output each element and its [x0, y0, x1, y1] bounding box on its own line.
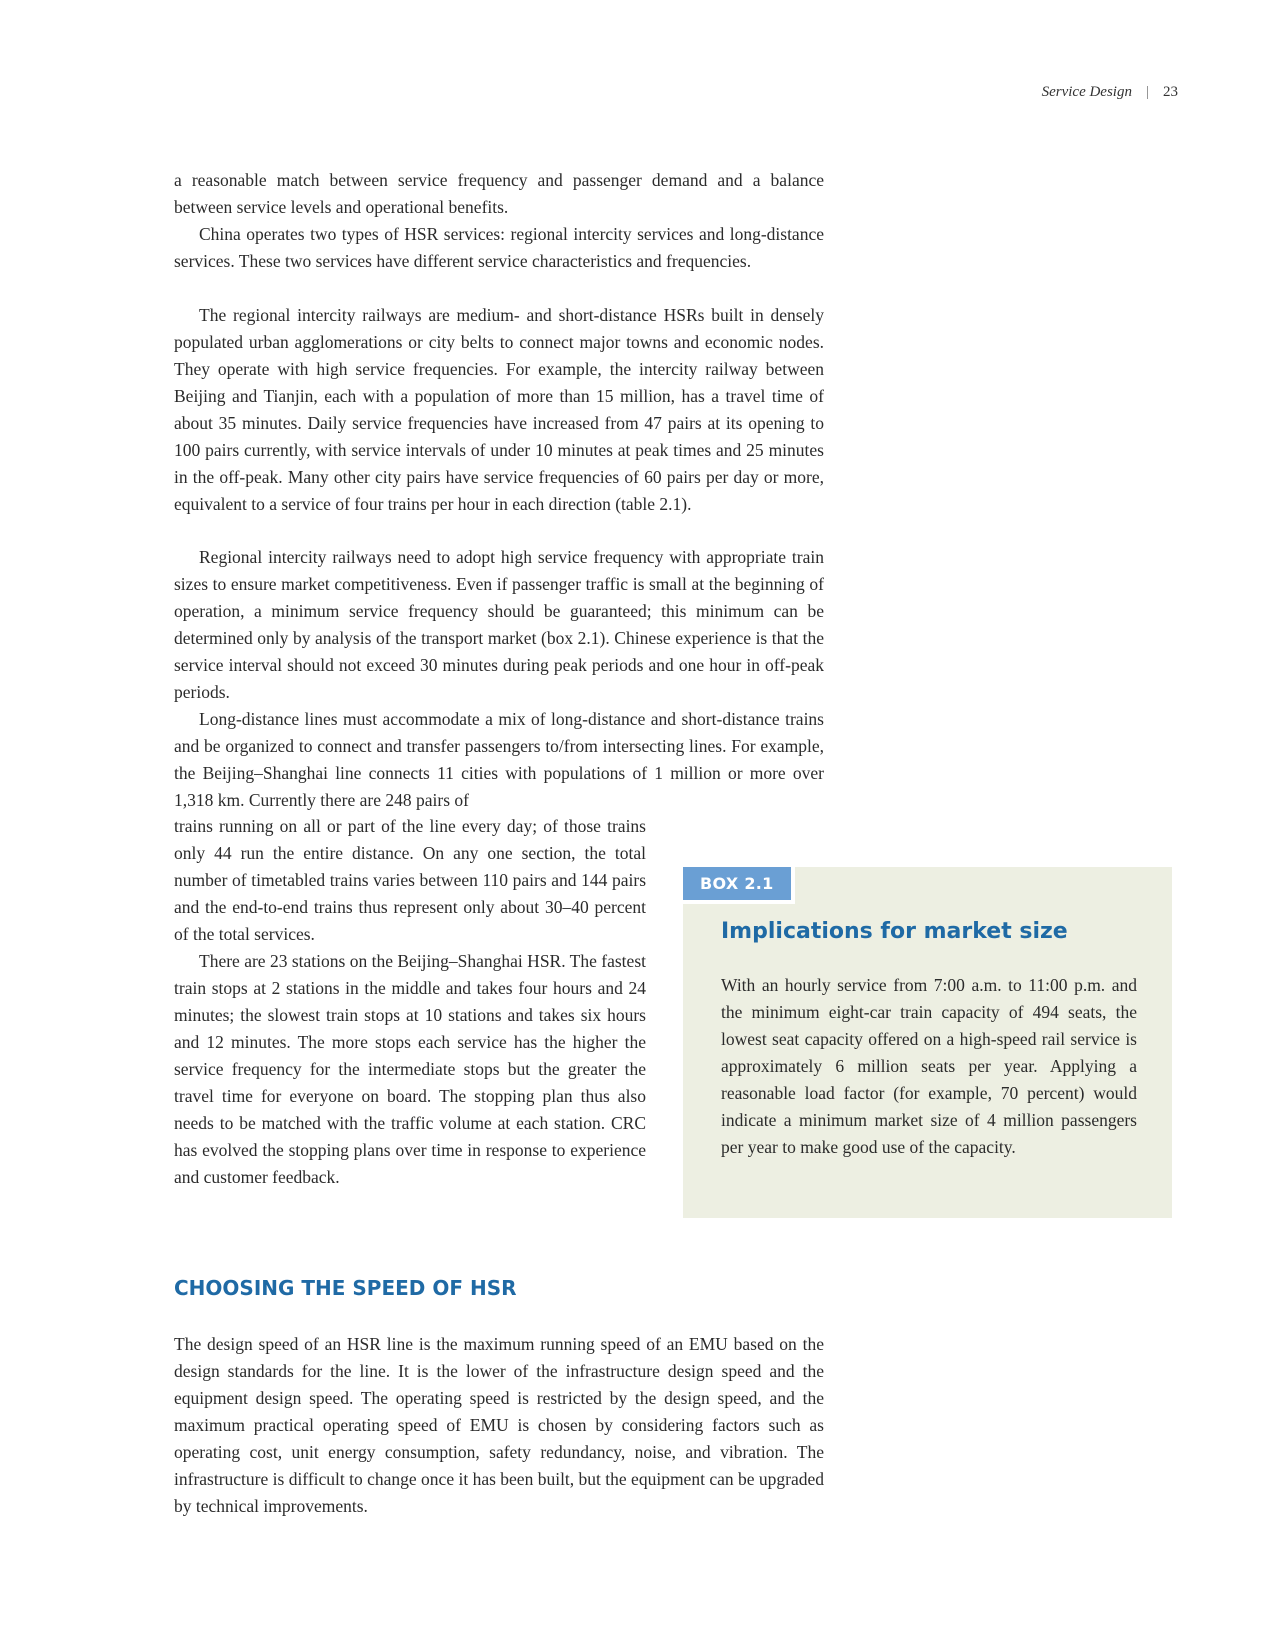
running-head-separator: |: [1145, 84, 1149, 100]
running-head: [1042, 84, 1178, 101]
paragraph-service-types: China operates two types of HSR services: regional intercity services and long-distance services. These two services have different service characteristics and frequencies.: [174, 224, 824, 271]
box-body: With an hourly service from 7:00 a.m. to 11:00 p.m. and the minimum eight-car train capacity of 494 seats, the lowest seat capacity offered on a high-speed rail service is approximately 6 million seats per year. Applying a reasonable load factor (for example, 70 percent) would indicate a minimum market size of 4 million passengers per year to make good use of the capacity.: [721, 975, 1137, 1157]
page-number: 23: [1163, 84, 1178, 100]
paragraph-stations: There are 23 stations on the Beijing–Shanghai HSR. The fastest train stops at 2 stations in the middle and takes four hours and 24 minutes; the slowest train stops at 10 stations and takes six hours and 12 minutes. The more stops each service has the higher the service frequency for the intermediate stops but the greater the travel time for everyone on board. The stopping plan thus also needs to be matched with the traffic volume at each station. CRC has evolved the stopping plans over time in response to experience and customer feedback.: [174, 951, 646, 1187]
paragraph-long-distance: Long-distance lines must accommodate a mix of long-distance and short-distance trains and be organized to connect and transfer passengers to/from intersecting lines. For example, the Beijing–Shanghai line connects 11 cities with populations of 1 million or more over 1,318 km. Currently there are 248 pairs of: [174, 709, 824, 810]
paragraph-long-distance-continued: trains running on all or part of the line every day; of those trains only 44 run the entire distance. On any one section, the total number of timetabled trains varies between 110 pairs and 144 pairs and the end-to-end trains thus represent only about 30–40 percent of the total services.: [174, 816, 646, 944]
section-heading: CHOOSING THE SPEED OF HSR: [174, 1276, 517, 1300]
running-head-title: Service Design: [1041, 84, 1132, 100]
paragraph-design-speed: The design speed of an HSR line is the maximum running speed of an EMU based on the design standards for the line. It is the lower of the infrastructure design speed and the equipment design speed. The operating speed is restricted by the design speed, and the maximum practical operating speed of EMU is chosen by considering factors such as operating cost, unit energy consumption, safety redundancy, noise, and vibration. The infrastructure is difficult to change once it has been built, but the equipment can be upgraded by technical improvements.: [174, 1334, 824, 1516]
paragraph-regional-intercity: The regional intercity railways are medium- and short-distance HSRs built in densely populated urban agglomerations or city belts to connect major towns and economic nodes. They operate with high service frequencies. For example, the intercity railway between Beijing and Tianjin, each with a population of more than 15 million, has a travel time of about 35 minutes. Daily service frequencies have increased from 47 pairs at its opening to 100 pairs currently, with service intervals of under 10 minutes at peak times and 25 minutes in the off-peak. Many other city pairs have service frequencies of 60 pairs per day or more, equivalent to a service of four trains per hour in each direction (table 2.1).: [174, 305, 824, 514]
paragraph-continued: a reasonable match between service frequency and passenger demand and a balance between service levels and operational benefits.: [174, 170, 824, 217]
box-title: Implications for market size: [721, 919, 1068, 944]
box-label: BOX 2.1: [683, 867, 795, 904]
paragraph-service-frequency: Regional intercity railways need to adopt high service frequency with appropriate train sizes to ensure market competitiveness. Even if passenger traffic is small at the beginning of operation, a minimum service frequency should be guaranteed; this minimum can be determined only by analysis of the transport market (box 2.1). Chinese experience is that the service interval should not exceed 30 minutes during peak periods and one hour in off-peak periods.: [174, 547, 824, 702]
sidebar-box: [683, 867, 1172, 1218]
